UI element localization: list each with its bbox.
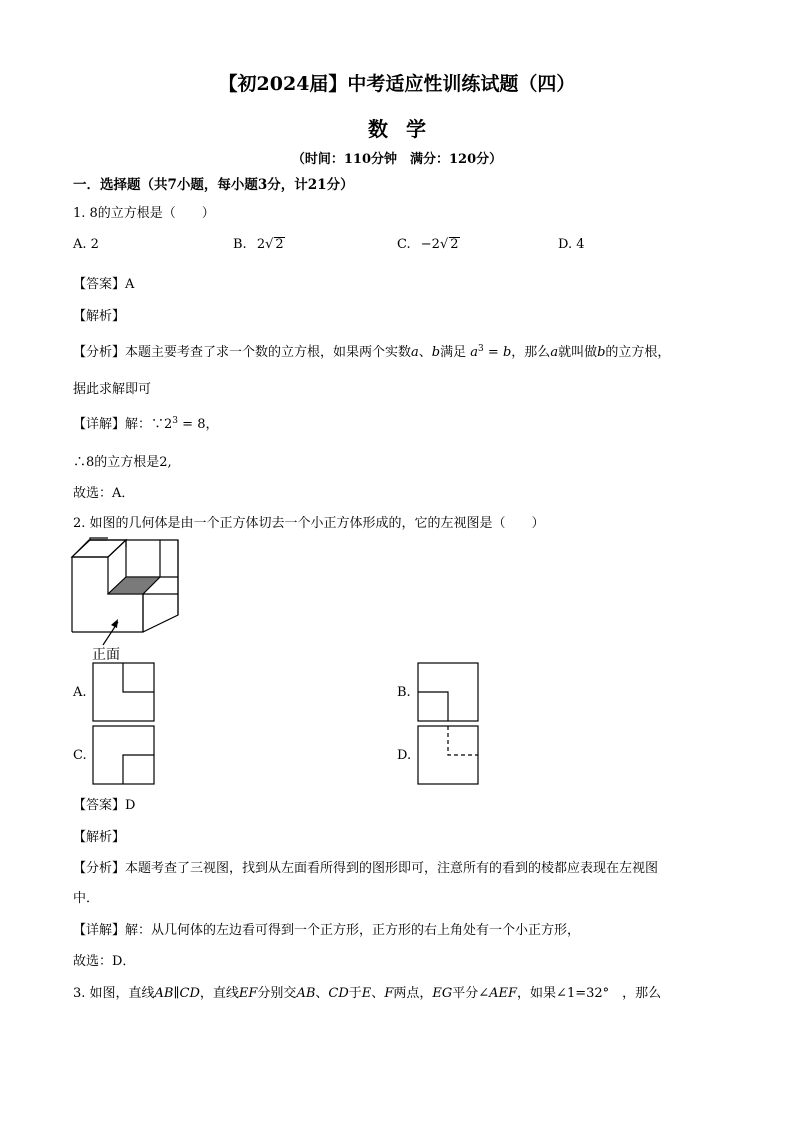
- q2-analysis-tag: 【解析】: [73, 830, 126, 845]
- q1-option-b-radicand: 2: [275, 237, 284, 252]
- q2-choose: 故选：D．: [73, 954, 136, 969]
- q3-text: ，直线: [199, 986, 239, 1001]
- q2-option-a: A.: [73, 685, 87, 700]
- q2-option-b-figure: [417, 662, 481, 722]
- separator: 、: [371, 986, 385, 1001]
- line-cd: CD: [328, 986, 349, 1001]
- subject-heading: 数学: [368, 117, 444, 141]
- q1-fenxi-text: 就叫做: [558, 345, 598, 360]
- q1-option-a: A. 2: [73, 237, 99, 252]
- exponent: 3: [478, 344, 484, 354]
- section-heading: 一．选择题（共7小题，每小题3分，计21分）: [73, 177, 354, 193]
- var-a: a: [470, 345, 479, 360]
- var-a: a: [411, 345, 419, 360]
- q1-option-b-label: B.: [233, 237, 247, 252]
- q1-fenxi-text: 【分析】本题主要考查了求一个数的立方根，如果两个实数: [73, 345, 412, 360]
- q1-detail-text: 【详解】解：∵: [73, 417, 165, 432]
- line-ab: AB: [296, 986, 316, 1001]
- q1-stem: 1. 8的立方根是（ ）: [73, 206, 215, 221]
- time-info: （时间：110分钟 满分：120分）: [291, 152, 503, 167]
- q2-fenxi-line2: 中．: [73, 891, 100, 906]
- var-b: b: [502, 345, 512, 360]
- separator: 、: [315, 986, 329, 1001]
- parallel-sign: ∥: [173, 986, 180, 1001]
- q2-stem: 2. 如图的几何体是由一个正方体切去一个小正方体形成的，它的左视图是（ ）: [73, 516, 545, 531]
- point-e: E: [361, 986, 372, 1001]
- q2-option-b: B.: [397, 685, 411, 700]
- q3-text: 3. 如图，直线: [73, 986, 155, 1001]
- line-ef: EF: [238, 986, 258, 1001]
- angle-aef: AEF: [489, 986, 518, 1001]
- equals-sign: =: [487, 345, 499, 360]
- q1-fenxi-text: 的立方根，: [605, 345, 671, 360]
- q2-option-d-figure: [417, 725, 481, 785]
- arrow-head-icon: [111, 619, 118, 628]
- q3-text: 于: [348, 986, 362, 1001]
- q1-answer: 【答案】A: [73, 277, 135, 292]
- q1-option-b-coef: 2: [256, 237, 266, 252]
- exponent: 3: [172, 416, 179, 426]
- q1-option-c-radicand: 2: [450, 237, 459, 252]
- sqrt-sign: √: [265, 237, 274, 252]
- q1-detail-text: = 8，: [182, 417, 219, 432]
- q1-analysis-tag: 【解析】: [73, 309, 126, 324]
- q3-text: 两点，: [393, 986, 433, 1001]
- q1-fenxi-text: 满足: [440, 345, 467, 360]
- q2-option-d: D.: [397, 748, 412, 763]
- q1-fenxi-line2: 据此求解即可: [73, 382, 152, 397]
- q1-fenxi-text: ，那么: [511, 345, 551, 360]
- q3-text: ，如果∠1=32° ，那么: [517, 986, 662, 1001]
- q2-option-c-figure: [92, 725, 156, 785]
- power-base: 2: [164, 417, 173, 432]
- q3-stem: [73, 982, 661, 1001]
- q1-option-c-coef: −2: [420, 237, 440, 252]
- q1-option-d: D. 4: [558, 237, 585, 252]
- q2-option-a-figure: [92, 662, 156, 722]
- shaded-floor: [108, 577, 160, 594]
- q3-text: 分别交: [257, 986, 297, 1001]
- q1-therefore: ∴8的立方根是2,: [73, 455, 172, 470]
- q1-option-c-label: C.: [397, 237, 411, 252]
- q3-text: 平分∠: [452, 986, 490, 1001]
- separator: 、: [418, 345, 432, 360]
- q2-option-c: C.: [73, 748, 87, 763]
- point-f: F: [384, 986, 394, 1001]
- q1-choose: 故选：A．: [73, 486, 135, 501]
- q2-detail: 【详解】解：从几何体的左边看可得到一个正方形，正方形的右上角处有一个小正方形，: [73, 923, 581, 938]
- var-a: a: [550, 345, 559, 360]
- sqrt-sign: √: [439, 237, 449, 252]
- q2-fenxi-line1: 【分析】本题考查了三视图，找到从左面看所得到的图形即可，注意所有的看到的棱都应表现在左视图: [73, 861, 659, 876]
- q2-answer: 【答案】D: [73, 798, 136, 813]
- line-eg: EG: [432, 986, 453, 1001]
- line-ab: AB: [154, 986, 174, 1001]
- var-b: b: [431, 345, 441, 360]
- var-b: b: [597, 345, 606, 360]
- line-cd: CD: [179, 986, 200, 1001]
- page-title: 【初2024届】中考适应性训练试题（四）: [218, 73, 576, 95]
- front-label: 正面: [92, 647, 120, 663]
